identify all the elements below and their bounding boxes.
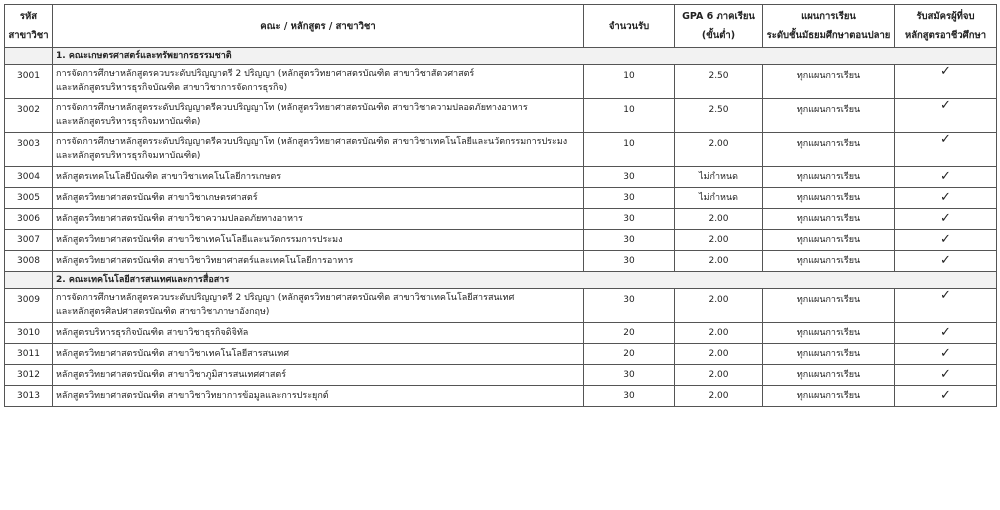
program-name [53,188,584,209]
header-gpa-line2: (ขั้นต่ำ) [701,30,736,41]
header-vocational [895,5,997,48]
gpa-value: 2.00 [675,365,763,386]
quota-value: 30 [584,289,675,323]
program-name-line1: หลักสูตรเทคโนโลยีบัณฑิต สาขาวิชาเทคโนโลยีการเกษตร [56,172,282,182]
program-name [53,386,584,407]
quota-value: 30 [584,188,675,209]
study-plan: ทุกแผนการเรียน [763,188,895,209]
program-code: 3003 [5,133,53,167]
program-name [53,365,584,386]
study-plan: ทุกแผนการเรียน [763,251,895,272]
study-plan: ทุกแผนการเรียน [763,99,895,133]
program-code: 3001 [5,65,53,99]
check-mark-icon: ✓ [895,289,997,323]
header-code-line1: รหัส [19,11,38,22]
program-code: 3005 [5,188,53,209]
program-name-line2: และหลักสูตรบริหารธุรกิจบัณฑิต สาขาวิชาการจัดการธุรกิจ) [56,83,288,93]
section-row [5,48,997,65]
header-program: คณะ / หลักสูตร / สาขาวิชา [53,5,584,48]
quota-value: 10 [584,65,675,99]
quota-value: 10 [584,99,675,133]
gpa-value: 2.00 [675,230,763,251]
quota-value: 30 [584,167,675,188]
table-row [5,167,997,188]
program-name-line1: หลักสูตรวิทยาศาสตรบัณฑิต สาขาวิชาความปลอดภัยทางอาหาร [56,214,303,224]
table-header-row [5,5,997,48]
section-title: 2. คณะเทคโนโลยีสารสนเทศและการสื่อสาร [53,272,997,289]
gpa-value: ไม่กำหนด [675,167,763,188]
section-row [5,272,997,289]
gpa-value: 2.50 [675,99,763,133]
gpa-value: 2.00 [675,386,763,407]
table-row [5,99,997,133]
study-plan: ทุกแผนการเรียน [763,209,895,230]
admission-table [4,4,997,407]
check-mark-icon: ✓ [895,209,997,230]
check-mark-icon: ✓ [895,344,997,365]
study-plan: ทุกแผนการเรียน [763,344,895,365]
check-mark-icon: ✓ [895,323,997,344]
table-row [5,289,997,323]
quota-value: 30 [584,365,675,386]
study-plan: ทุกแผนการเรียน [763,133,895,167]
program-code: 3012 [5,365,53,386]
check-mark-icon: ✓ [895,65,997,99]
program-code: 3013 [5,386,53,407]
check-mark-icon: ✓ [895,251,997,272]
check-mark-icon: ✓ [895,365,997,386]
header-gpa [675,5,763,48]
gpa-value: 2.00 [675,323,763,344]
table-row [5,386,997,407]
program-name-line1: หลักสูตรวิทยาศาสตรบัณฑิต สาขาวิชาเทคโนโลยีสารสนเทศ [56,349,289,359]
table-body [5,48,997,407]
gpa-value: 2.50 [675,65,763,99]
header-voc-line2: หลักสูตรอาชีวศึกษา [904,30,987,41]
header-plan [763,5,895,48]
table-row [5,65,997,99]
table-row [5,344,997,365]
table-row [5,209,997,230]
study-plan: ทุกแผนการเรียน [763,65,895,99]
program-name [53,167,584,188]
program-name [53,344,584,365]
program-name-line1: การจัดการศึกษาหลักสูตรควบระดับปริญญาตรี 2 ปริญญา (หลักสูตรวิทยาศาสตรบัณฑิต สาขาวิชาสัตวศาสตร์ [56,69,475,79]
program-name-line2: และหลักสูตรบริหารธุรกิจมหาบัณฑิต) [56,151,201,161]
check-mark-icon: ✓ [895,386,997,407]
gpa-value: 2.00 [675,344,763,365]
check-mark-icon: ✓ [895,167,997,188]
program-code: 3007 [5,230,53,251]
section-blank [5,48,53,65]
table-row [5,365,997,386]
table-row [5,323,997,344]
program-name-line1: หลักสูตรวิทยาศาสตรบัณฑิต สาขาวิชาเทคโนโลยีและนวัตกรรมการประมง [56,235,343,245]
program-name [53,99,584,133]
program-code: 3011 [5,344,53,365]
study-plan: ทุกแผนการเรียน [763,386,895,407]
program-name [53,209,584,230]
program-name-line1: การจัดการศึกษาหลักสูตรระดับปริญญาตรีควบปริญญาโท (หลักสูตรวิทยาศาสตรบัณฑิต สาขาวิชาความปลอดภัยทางอาหาร [56,103,528,113]
program-name-line1: หลักสูตรวิทยาศาสตรบัณฑิต สาขาวิชาภูมิสารสนเทศศาสตร์ [56,370,287,380]
program-code: 3002 [5,99,53,133]
program-code: 3010 [5,323,53,344]
quota-value: 30 [584,386,675,407]
program-name [53,289,584,323]
header-code-line2: สาขาวิชา [8,30,49,41]
gpa-value: 2.00 [675,209,763,230]
check-mark-icon: ✓ [895,133,997,167]
quota-value: 20 [584,323,675,344]
program-name-line1: หลักสูตรวิทยาศาสตรบัณฑิต สาขาวิชาวิทยาการข้อมูลและการประยุกต์ [56,391,329,401]
gpa-value: 2.00 [675,133,763,167]
gpa-value: 2.00 [675,289,763,323]
header-plan-line2: ระดับชั้นมัธยมศึกษาตอนปลาย [766,30,891,41]
table-row [5,133,997,167]
program-code: 3004 [5,167,53,188]
section-blank [5,272,53,289]
quota-value: 20 [584,344,675,365]
header-voc-line1: รับสมัครผู้ที่จบ [916,11,975,22]
program-name-line1: หลักสูตรวิทยาศาสตรบัณฑิต สาขาวิชาวิทยาศาสตร์และเทคโนโลยีการอาหาร [56,256,354,266]
program-name [53,230,584,251]
program-name-line1: หลักสูตรบริหารธุรกิจบัณฑิต สาขาวิชาธุรกิจดิจิทัล [56,328,249,338]
table-row [5,230,997,251]
program-name-line1: หลักสูตรวิทยาศาสตรบัณฑิต สาขาวิชาเกษตรศาสตร์ [56,193,258,203]
quota-value: 30 [584,209,675,230]
program-name [53,251,584,272]
study-plan: ทุกแผนการเรียน [763,365,895,386]
program-code: 3008 [5,251,53,272]
program-code: 3006 [5,209,53,230]
quota-value: 30 [584,251,675,272]
study-plan: ทุกแผนการเรียน [763,167,895,188]
program-name [53,65,584,99]
check-mark-icon: ✓ [895,99,997,133]
program-name [53,133,584,167]
program-name [53,323,584,344]
quota-value: 30 [584,230,675,251]
gpa-value: 2.00 [675,251,763,272]
program-code: 3009 [5,289,53,323]
check-mark-icon: ✓ [895,230,997,251]
header-quota: จำนวนรับ [584,5,675,48]
gpa-value: ไม่กำหนด [675,188,763,209]
study-plan: ทุกแผนการเรียน [763,289,895,323]
header-plan-line1: แผนการเรียน [801,11,856,22]
study-plan: ทุกแผนการเรียน [763,230,895,251]
table-row [5,188,997,209]
program-name-line1: การจัดการศึกษาหลักสูตรควบระดับปริญญาตรี 2 ปริญญา (หลักสูตรวิทยาศาสตรบัณฑิต สาขาวิชาเทคโนโลยีสารสนเทศ [56,293,515,303]
check-mark-icon: ✓ [895,188,997,209]
study-plan: ทุกแผนการเรียน [763,323,895,344]
quota-value: 10 [584,133,675,167]
table-row [5,251,997,272]
section-title: 1. คณะเกษตรศาสตร์และทรัพยากรธรรมชาติ [53,48,997,65]
header-gpa-line1: GPA 6 ภาคเรียน [682,11,755,22]
program-name-line2: และหลักสูตรบริหารธุรกิจมหาบัณฑิต) [56,117,201,127]
header-code [5,5,53,48]
program-name-line1: การจัดการศึกษาหลักสูตรระดับปริญญาตรีควบปริญญาโท (หลักสูตรวิทยาศาสตรบัณฑิต สาขาวิชาเทคโนโลยีและนวัตกรรมการประมง [56,137,568,147]
program-name-line2: และหลักสูตรศิลปศาสตรบัณฑิต สาขาวิชาภาษาอังกฤษ) [56,307,270,317]
